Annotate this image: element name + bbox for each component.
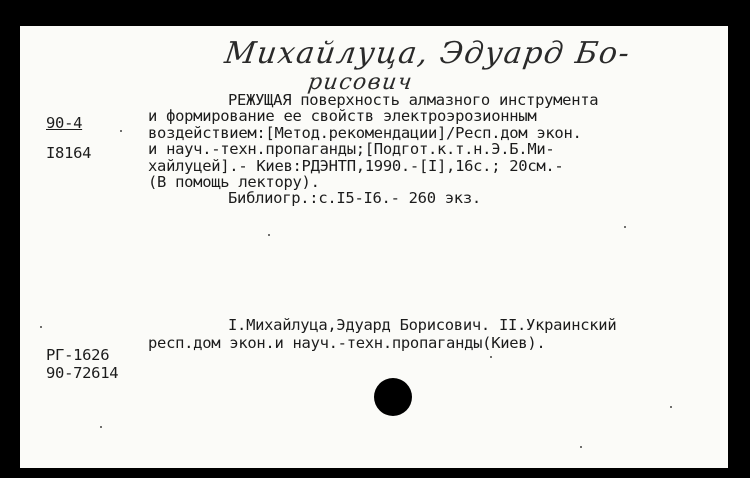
tracing-line: респ.дом экон.и науч.-техн.пропаганды(Киев). bbox=[148, 334, 546, 352]
scan-speck bbox=[100, 426, 102, 428]
accession-number: I8164 bbox=[46, 144, 92, 162]
entry-line: (В помощь лектору). bbox=[148, 173, 320, 192]
bibliographic-entry bbox=[148, 92, 598, 207]
scan-speck bbox=[490, 356, 492, 358]
scan-speck bbox=[624, 226, 626, 228]
entry-line: Библиогр.:с.I5-I6.- 260 экз. bbox=[228, 189, 481, 208]
shelfmark-bottom-line-1: РГ-1626 bbox=[46, 346, 110, 364]
entry-line: и науч.-техн.пропаганды;[Подгот.к.т.н.Э.Б.Ми- bbox=[148, 140, 555, 159]
punch-hole bbox=[374, 378, 412, 416]
entry-line: хайлуцей].- Киев:РДЭНТП,1990.-[I],16с.; 20см.- bbox=[148, 156, 564, 175]
tracing-line: I.Михайлуца,Эдуард Борисович. II.Украинский bbox=[228, 316, 617, 334]
scan-speck bbox=[268, 234, 270, 236]
tracings bbox=[148, 316, 616, 352]
shelfmark-bottom-line-2: 90-72614 bbox=[46, 364, 119, 382]
scan-speck bbox=[40, 326, 42, 328]
entry-line: и формирование ее свойств электроэрозионным bbox=[148, 107, 537, 126]
entry-line: воздействием:[Метод.рекомендации]/Респ.дом экон. bbox=[148, 123, 582, 142]
scan-speck bbox=[580, 446, 582, 448]
catalog-card bbox=[20, 26, 728, 468]
scan-speck bbox=[670, 406, 672, 408]
handwritten-author-line-2: рисович bbox=[306, 70, 415, 95]
scan-speck bbox=[120, 130, 122, 132]
shelfmark-top: 90-4 bbox=[46, 114, 83, 132]
handwritten-author-line-1: Михайлуца, Эдуард Бо- bbox=[222, 36, 633, 71]
entry-line: РЕЖУЩАЯ поверхность алмазного инструмента bbox=[228, 91, 599, 109]
